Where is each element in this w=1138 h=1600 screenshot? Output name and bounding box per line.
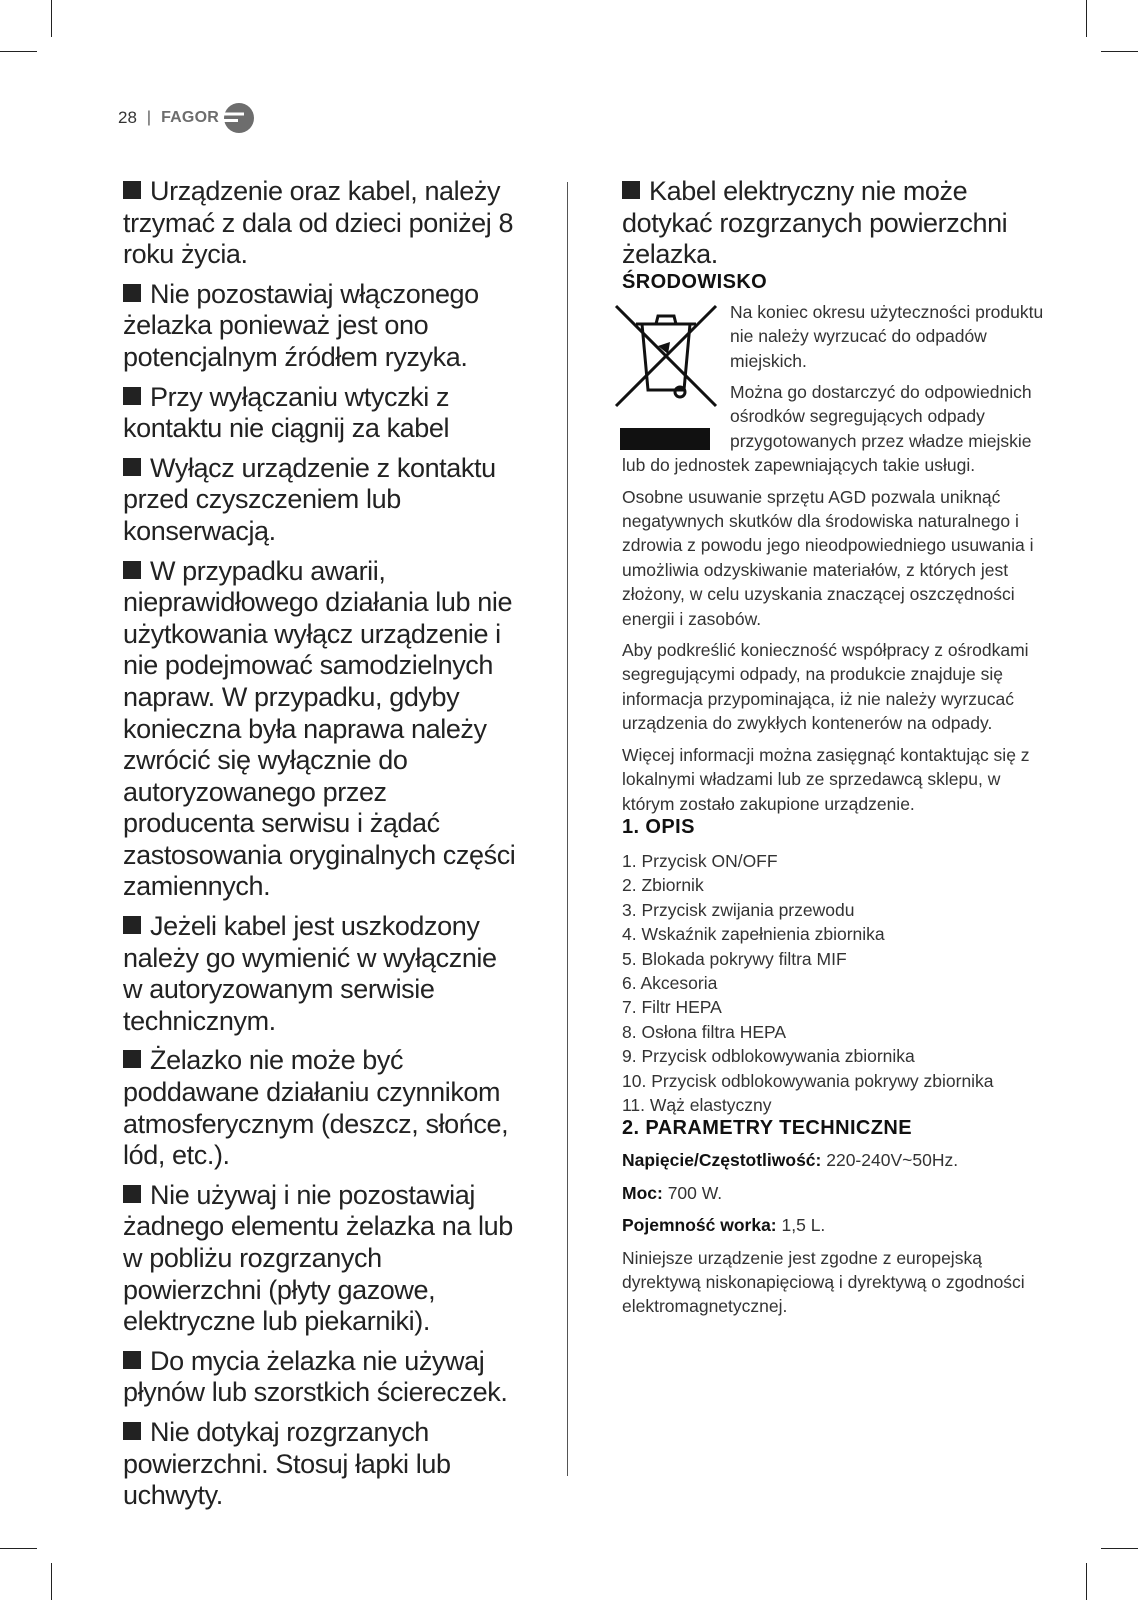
crop-mark [0, 51, 37, 52]
safety-item: Przy wyłączaniu wtyczki z kontaktu nie ciągnij za kabel [123, 381, 450, 444]
compliance-note: Niniejsze urządzenie jest zgodne z europejską dyrektywą niskonapięciową i dyrektywą o zgodności elektromagnetycznej. [622, 1247, 1025, 1317]
parts-list [622, 849, 1047, 1117]
square-bullet-icon [123, 561, 141, 579]
list-item: 10. Przycisk odblokowywania pokrywy zbiornika [622, 1070, 994, 1091]
page-header [118, 103, 255, 133]
safety-item: Żelazko nie może być poddawane działaniu czynnikom atmosferycznym (deszcz, słońce, lód, etc.). [123, 1045, 509, 1171]
spec-capacity [622, 1213, 1047, 1237]
list-item: 5. Blokada pokrywy filtra MIF [622, 948, 847, 969]
spec-label: Moc: [622, 1182, 663, 1203]
header-separator: | [146, 109, 152, 126]
spec-value: 220-240V~50Hz. [821, 1150, 959, 1171]
safety-item: Nie używaj i nie pozostawiaj żadnego elementu żelazka na lub w pobliżu rozgrzanych powierzchni (płyty gazowe, elektryczne lub piekarniki). [123, 1179, 513, 1337]
brand-name: FAGOR [161, 109, 219, 126]
right-column [622, 176, 1047, 1319]
safety-item: Wyłącz urządzenie z kontaktu przed czyszczeniem lub konserwacją. [123, 452, 496, 546]
spec-voltage [622, 1148, 1047, 1172]
list-item: 4. Wskaźnik zapełnienia zbiornika [622, 924, 885, 945]
environment-heading: ŚRODOWISKO [622, 270, 768, 293]
crop-mark [1101, 1548, 1138, 1549]
spec-power [622, 1181, 1047, 1205]
spec-label: Pojemność worka: [622, 1215, 777, 1236]
environment-paragraph: Osobne usuwanie sprzętu AGD pozwala uniknąć negatywnych skutków dla środowiska naturalnego i zdrowia z powodu jego nieodpowiedniego usuwania i umożliwia odzyskiwanie materiałów, z których jest złożony, w celu uzyskania znaczącej oszczędności energii i zasobów. [622, 486, 1034, 629]
list-item: 8. Osłona filtra HEPA [622, 1021, 787, 1042]
safety-item: W przypadku awarii, nieprawidłowego działania lub nie użytkowania wyłącz urządzenie i nie podejmować samodzielnych napraw. W przypadku, gdyby konieczna była naprawa należy zwrócić się wyłącznie do autoryzowanego przez producenta serwisu i żądać zastosowania oryginalnych części zamiennych. [123, 555, 516, 902]
safety-item: Do mycia żelazka nie używaj płynów lub szorstkich ściereczek. [123, 1345, 508, 1408]
crop-mark [1086, 0, 1087, 37]
crop-mark [1101, 51, 1138, 52]
column-divider [567, 182, 568, 1476]
environment-section [622, 300, 1047, 816]
opis-heading: 1. OPIS [622, 815, 695, 838]
safety-item: Urządzenie oraz kabel, należy trzymać z dala od dzieci poniżej 8 roku życia. [123, 176, 514, 270]
square-bullet-icon [123, 1185, 141, 1203]
spec-label: Napięcie/Częstotliwość: [622, 1150, 822, 1171]
spec-value: 700 W. [662, 1182, 723, 1203]
square-bullet-icon [622, 181, 640, 199]
square-bullet-icon [123, 1351, 141, 1369]
list-item: 9. Przycisk odblokowywania zbiornika [622, 1046, 915, 1067]
list-item: 1. Przycisk ON/OFF [622, 850, 778, 871]
fagor-logo-icon [223, 102, 255, 134]
crop-mark [51, 0, 52, 37]
square-bullet-icon [123, 1422, 141, 1440]
safety-item: Jeżeli kabel jest uszkodzony należy go wymienić w wyłącznie w autoryzowanym serwisie technicznym. [123, 911, 497, 1036]
crossed-out-wheelie-bin-icon [612, 302, 720, 450]
page-number: 28 [118, 108, 137, 127]
environment-paragraph: Aby podkreślić konieczność współpracy z ośrodkami segregującymi odpady, na produkcie znajduje się informacja przypominająca, iż nie należy wyrzucać urządzenia do zwykłych kontenerów na odpady. [622, 640, 1029, 734]
square-bullet-icon [123, 1050, 141, 1068]
list-item: 2. Zbiornik [622, 875, 704, 896]
list-item: 3. Przycisk zwijania przewodu [622, 899, 855, 920]
safety-item: Nie dotykaj rozgrzanych powierzchni. Stosuj łapki lub uchwyty. [123, 1416, 451, 1511]
square-bullet-icon [123, 387, 141, 405]
list-item: 11. Wąż elastyczny [622, 1094, 772, 1115]
safety-list-left [123, 176, 518, 1520]
environment-paragraph: Na koniec okresu użyteczności produktu nie należy wyrzucać do odpadów miejskich. [730, 301, 1044, 371]
square-bullet-icon [123, 181, 141, 199]
square-bullet-icon [123, 284, 141, 302]
environment-paragraph: Można go dostarczyć do odpowiednich ośrodków segregujących odpady przygotowanych przez władze miejskie lub do jednostek zapewniających takie usługi. [622, 382, 1032, 476]
crop-mark [51, 1563, 52, 1600]
square-bullet-icon [123, 916, 141, 934]
safety-item: Nie pozostawiaj włączonego żelazka ponieważ jest ono potencjalnym źródłem ryzyka. [123, 278, 479, 372]
list-item: 6. Akcesoria [622, 972, 718, 993]
environment-paragraph: Więcej informacji można zasięgnąć kontaktując się z lokalnymi władzami lub ze sprzedawcą sklepu, w którym zostało zakupione urządzenie. [622, 744, 1030, 814]
spec-value: 1,5 L. [776, 1215, 826, 1236]
tech-params-heading: 2. PARAMETRY TECHNICZNE [622, 1117, 912, 1140]
safety-item: Kabel elektryczny nie może dotykać rozgrzanych powierzchni żelazka. [622, 176, 1008, 270]
square-bullet-icon [123, 458, 141, 476]
list-item: 7. Filtr HEPA [622, 997, 722, 1018]
crop-mark [0, 1548, 37, 1549]
crop-mark [1086, 1563, 1087, 1600]
